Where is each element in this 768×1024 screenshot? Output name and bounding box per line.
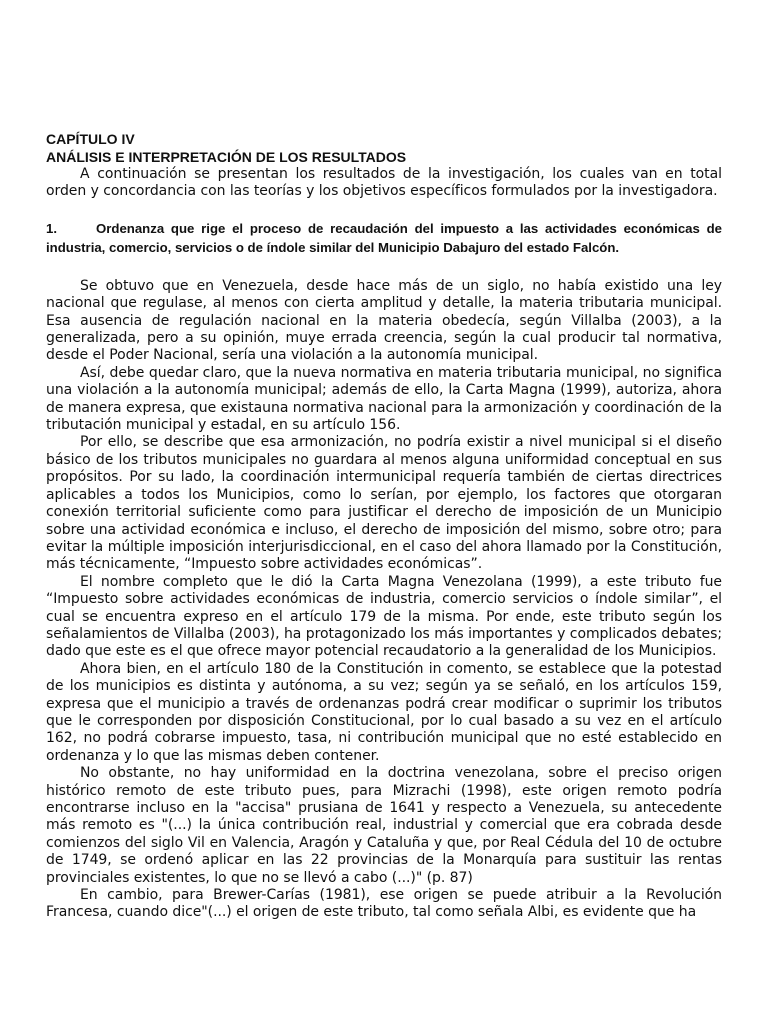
section-title: Ordenanza que rige el proceso de recaudación del impuesto a las actividades económicas de industria, comercio, servicios o de índole similar del Municipio Dabajuro del estado Falcón. — [46, 220, 722, 255]
body-paragraph: En cambio, para Brewer-Carías (1981), ese origen se puede atribuir a la Revolución Francesa, cuando dice"(...) el origen de este tributo, tal como señala Albi, es evidente que ha — [46, 887, 722, 921]
document-page — [46, 130, 722, 922]
body-paragraph: Así, debe quedar claro, que la nueva normativa en materia tributaria municipal, no significa una violación a la autonomía municipal; además de ello, la Carta Magna (1999), autoriza, ahora de manera expresa, que existauna normativa nacional para la armonización y coordinación de la tributación municipal y estadal, en su artículo 156. — [46, 364, 722, 434]
chapter-title: ANÁLISIS E INTERPRETACIÓN DE LOS RESULTADOS — [46, 149, 407, 165]
section-number: 1. — [46, 220, 57, 236]
section-heading — [46, 219, 722, 257]
body-paragraph: Ahora bien, en el artículo 180 de la Constitución in comento, se establece que la potestad de los municipios es distinta y autónoma, a su vez; según ya se señaló, en los artículos 159, expresa que el municipio a través de ordenanzas podrá crear modificar o suprimir los tributos que le corresponden por disposición Constitucional, por lo cual basado a su vez en el artículo 162, no podrá cobrarse impuesto, tasa, ni contribución municipal que no esté establecido en ordenanza y lo que las mismas deben contener. — [46, 660, 722, 764]
intro-paragraph: A continuación se presentan los resultados de la investigación, los cuales van en total orden y concordancia con las teorías y los objetivos específicos formulados por la investigadora. — [46, 166, 722, 200]
body-paragraph: Se obtuvo que en Venezuela, desde hace más de un siglo, no había existido una ley nacional que regulase, al menos con cierta amplitud y detalle, la materia tributaria municipal. Esa ausencia de regulación nacional en la materia obedecía, según Villalba (2003), a la generalizada, pero a su opinión, muye errada creencia, según la cual producir tal normativa, desde el Poder Nacional, sería una violación a la autonomía municipal. — [46, 277, 722, 364]
body-paragraph: Por ello, se describe que esa armonización, no podría existir a nivel municipal si el diseño básico de los tributos municipales no guardara al menos alguna uniformidad conceptual en sus propósitos. Por su lado, la coordinación intermunicipal requería también de ciertas directrices aplicables a todos los Municipios, como lo serían, por ejemplo, los factores que otorgaran conexión territorial suficiente como para justificar el derecho de imposición de un Municipio sobre una actividad económica e incluso, el derecho de imposición del mismo, sobre otro; para evitar la múltiple imposición interjurisdiccional, en el caso del ahora llamado por la Constitución, más técnicamente, “Impuesto sobre actividades económicas”. — [46, 434, 722, 573]
chapter-label: CAPÍTULO IV — [46, 131, 135, 147]
body-paragraph: El nombre completo que le dió la Carta Magna Venezolana (1999), a este tributo fue “Impuesto sobre actividades económicas de industria, comercio servicios o índole similar”, el cual se encuentra expreso en el artículo 179 de la misma. Por ende, este tributo según los señalamientos de Villalba (2003), ha protagonizado los más importantes y complicados debates; dado que este es el que ofrece mayor potencial recaudatorio a la generalidad de los Municipios. — [46, 573, 722, 660]
body-paragraph: No obstante, no hay uniformidad en la doctrina venezolana, sobre el preciso origen histórico remoto de este tributo pues, para Mizrachi (1998), este origen remoto podría encontrarse incluso en la "accisa" prusiana de 1641 y respecto a Venezuela, su antecedente más remoto es "(...) la única contribución real, industrial y comercial que era cobrada desde comienzos del siglo Vil en Valencia, Aragón y Cataluña y que, por Real Cédula del 10 de octubre de 1749, se ordenó aplicar en las 22 provincias de la Monarquía para sustituir las rentas provinciales existentes, lo que no se llevó a cabo (...)" (p. 87) — [46, 765, 722, 886]
